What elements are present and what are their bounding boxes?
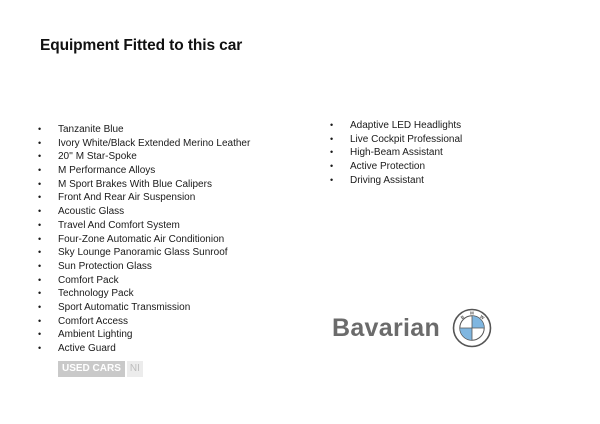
equipment-list-right bbox=[330, 119, 462, 187]
list-item: • High-Beam Assistant bbox=[330, 146, 462, 160]
page-title: Equipment Fitted to this car bbox=[40, 37, 243, 54]
list-item: • M Sport Brakes With Blue Calipers bbox=[38, 178, 250, 192]
list-item: • Driving Assistant bbox=[330, 174, 462, 188]
list-item: • M Performance Alloys bbox=[38, 164, 250, 178]
dealer-name: Bavarian bbox=[332, 313, 441, 342]
list-item: • Front And Rear Air Suspension bbox=[38, 191, 250, 205]
list-item: • 20'' M Star-Spoke bbox=[38, 150, 250, 164]
used-cars-label: USED CARS bbox=[58, 361, 125, 377]
list-item: • Sky Lounge Panoramic Glass Sunroof bbox=[38, 246, 250, 260]
list-item: • Ivory White/Black Extended Merino Leather bbox=[38, 137, 250, 151]
equipment-list-left bbox=[38, 123, 250, 356]
dealer-brand bbox=[332, 308, 492, 348]
bmw-roundel-icon bbox=[452, 308, 492, 348]
logo-letter-m: M bbox=[470, 310, 474, 316]
list-item: • Travel And Comfort System bbox=[38, 219, 250, 233]
list-item: • Active Guard bbox=[38, 342, 250, 356]
list-item: • Comfort Access bbox=[38, 315, 250, 329]
list-item: • Sun Protection Glass bbox=[38, 260, 250, 274]
list-item: • Live Cockpit Professional bbox=[330, 133, 462, 147]
logo-letter-b: B bbox=[459, 314, 466, 321]
list-item: • Acoustic Glass bbox=[38, 205, 250, 219]
list-item: • Sport Automatic Transmission bbox=[38, 301, 250, 315]
used-cars-suffix: NI bbox=[127, 361, 143, 377]
used-cars-badge bbox=[58, 361, 143, 377]
list-item: • Technology Pack bbox=[38, 287, 250, 301]
list-item: • Adaptive LED Headlights bbox=[330, 119, 462, 133]
list-item: • Comfort Pack bbox=[38, 274, 250, 288]
list-item: • Tanzanite Blue bbox=[38, 123, 250, 137]
list-item: • Ambient Lighting bbox=[38, 328, 250, 342]
logo-letter-w: W bbox=[478, 314, 486, 321]
list-item: • Four-Zone Automatic Air Conditionion bbox=[38, 233, 250, 247]
list-item: • Active Protection bbox=[330, 160, 462, 174]
